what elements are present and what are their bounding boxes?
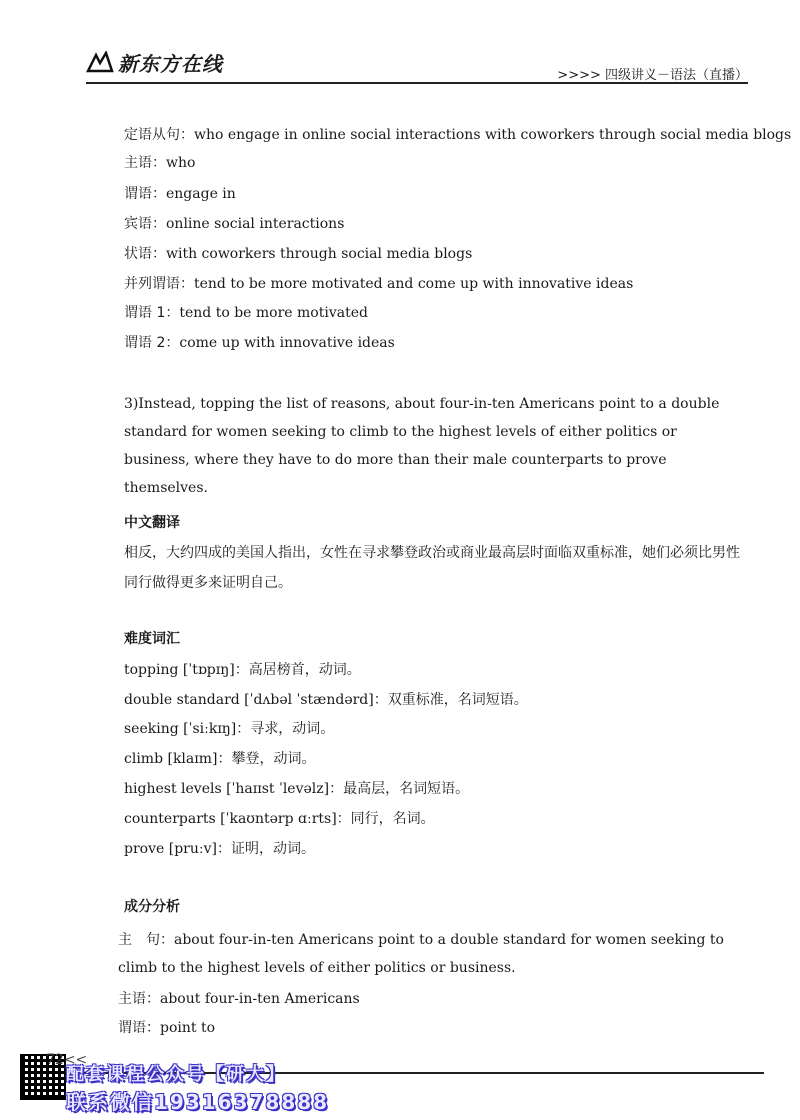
header-divider [86,82,748,84]
brand-logo [86,48,223,77]
vocab-item: counterparts [ˈkaʊntərp ɑːrts]：同行，名词。 [124,811,435,827]
vocab-item: double standard [ˈdʌbəl ˈstændərd]：双重标准，名词短语。 [124,692,528,708]
watermark-line2: 联系微信19316378888 [66,1090,330,1114]
analysis-line: 谓语 2：come up with innovative ideas [124,335,395,351]
example-sentence: 3)Instead, topping the list of reasons, about four-in-ten Americans point to a double standard for women seeking to climb to the highest levels of either politics or business, where they have to do more than their male counterparts to prove themselves. [124,396,720,496]
vocab-item: highest levels [ˈhaɪɪst ˈlevəlz]：最高层，名词短语。 [124,781,470,797]
analysis-line: 状语：with coworkers through social media blogs [124,246,473,262]
brand-name: 新东方在线 [118,52,223,76]
section-title: >>>> 四级讲义－语法（直播） [557,68,748,83]
watermark-line1: 配套课程公众号【研大】 [66,1064,286,1085]
logo-mark-icon [86,51,114,75]
vocab-item: climb [klaɪm]：攀登，动词。 [124,751,316,767]
components-heading: 成分分析 [124,899,180,915]
vocab-item: topping [ˈtɒpɪŋ]：高居榜首，动词。 [124,662,361,678]
predicate-line: 谓语：point to [118,1020,216,1036]
vocab-item: seeking [ˈsiːkɪŋ]：寻求，动词。 [124,721,335,737]
vocab-heading: 难度词汇 [124,631,180,647]
subject-line: 主语：about four-in-ten Americans [118,991,360,1007]
analysis-line: 谓语：engage in [124,186,236,202]
analysis-line: 主语：who [124,155,196,171]
analysis-line: 谓语 1：tend to be more motivated [124,305,368,321]
translation-heading: 中文翻译 [124,515,180,531]
page-number: 72<< [46,1052,88,1068]
analysis-line: 宾语：online social interactions [124,216,345,232]
vocab-item: prove [pruːv]：证明，动词。 [124,841,315,857]
analysis-line: 定语从句：who engage in online social interactions with coworkers through social media blogs [124,127,792,143]
analysis-line: 并列谓语：tend to be more motivated and come up with innovative ideas [124,276,634,292]
translation-text: 相反，大约四成的美国人指出，女性在寻求攀登政治或商业最高层时面临双重标准，她们必须比男性同行做得更多来证明自己。 [124,545,740,591]
main-clause: 主 句：about four-in-ten Americans point to a double standard for women seeking to climb to the highest levels of either politics or business. [118,932,724,976]
